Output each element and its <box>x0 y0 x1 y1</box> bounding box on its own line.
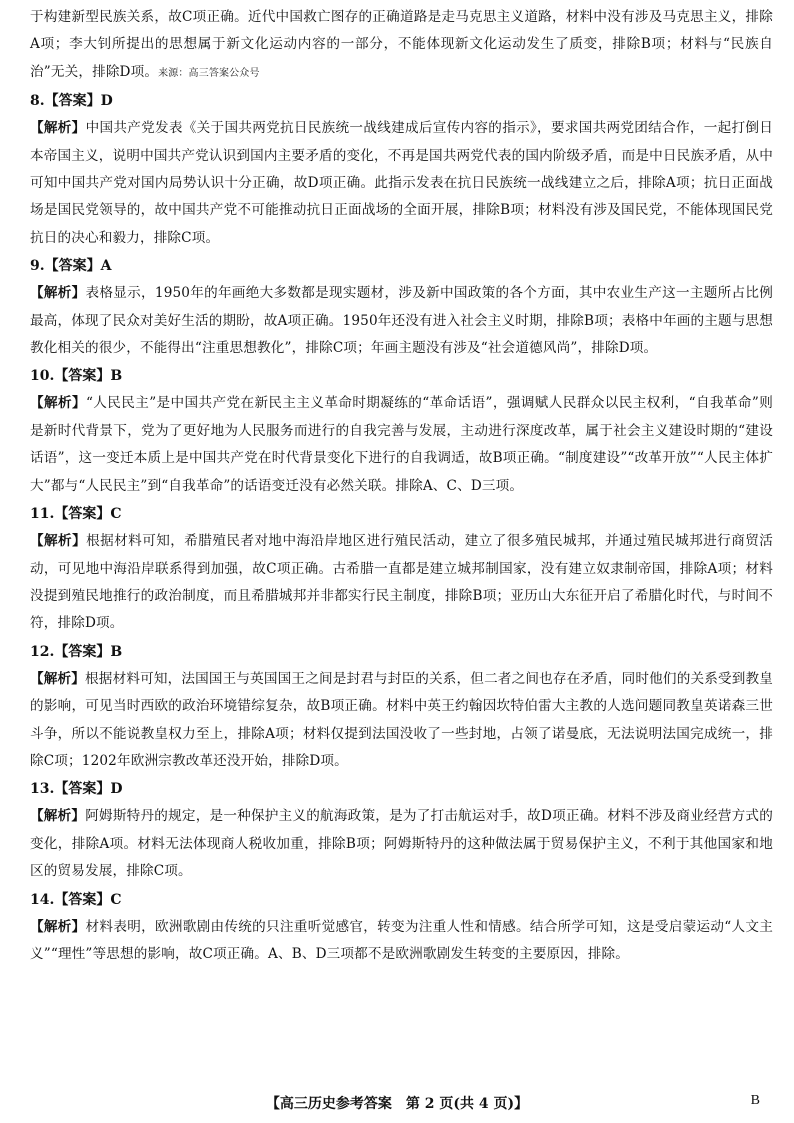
explanation <box>30 390 773 500</box>
answer-tag: 【答案】 <box>54 368 111 385</box>
explanation <box>30 666 773 776</box>
explanation <box>30 280 773 362</box>
item-13 <box>30 775 773 885</box>
question-number: 13. <box>30 781 55 798</box>
answer-letter: C <box>110 506 122 523</box>
answer-letter: B <box>110 368 123 385</box>
explanation-tag: 【解析】 <box>30 395 86 412</box>
explanation <box>30 803 773 885</box>
explanation <box>30 528 773 638</box>
version-mark: B <box>750 1093 760 1108</box>
answer-line <box>30 886 773 914</box>
explanation-tag: 【解析】 <box>30 533 87 550</box>
answer-tag: 【答案】 <box>54 781 111 798</box>
answer-line <box>30 500 773 528</box>
intro-text: 于构建新型民族关系，故C项正确。近代中国救亡图存的正确道路是走马克思主义道路，材料中没有涉及马克思主义，排除A项；李大钊所提出的思想属于新文化运动内容的一部分，不能体现新文化运动发生了质变，排除B项；材料与“民族自治”无关，排除D项。 <box>30 9 773 80</box>
intro-paragraph <box>30 4 773 87</box>
answer-letter: C <box>110 891 122 908</box>
item-14 <box>30 886 773 969</box>
question-number: 11. <box>30 506 55 523</box>
explanation-text: 中国共产党发表《关于国共两党抗日民族统一战线建成后宣传内容的指示》，要求国共两党团结合作，一起打倒日本帝国主义，说明中国共产党认识到国内主要矛盾的变化，不再是国共两党代表的国内阶级矛盾，而是中日民族矛盾，从中可知中国共产党对国内局势认识十分正确，故D项正确。此指示发表在抗日民族统一战线建立之后，排除A项；抗日正面战场是国民党领导的，故中国共产党不可能推动抗日正面战场的全面开展，排除B项；材料没有涉及国民党，不能体现国民党抗日的决心和毅力，排除C项。 <box>30 120 773 246</box>
answer-letter: B <box>110 643 123 660</box>
explanation <box>30 115 773 252</box>
question-number: 8. <box>30 93 45 110</box>
answer-tag: 【答案】 <box>54 506 111 523</box>
explanation-text: 材料表明，欧洲歌剧由传统的只注重听觉感官，转变为注重人性和情感。结合所学可知，这是受启蒙运动“人文主义”“理性”等思想的影响，故C项正确。A、B、D三项都不是欧洲歌剧发生转变的主要原因，排除。 <box>30 918 773 962</box>
answer-tag: 【答案】 <box>54 891 111 908</box>
answer-tag: 【答案】 <box>44 258 101 275</box>
explanation-text: 阿姆斯特丹的规定，是一种保护主义的航海政策，是为了打击航运对手，故D项正确。材料不涉及商业经营方式的变化，排除A项。材料无法体现商人税收加重，排除B项；阿姆斯特丹的这种做法属于贸易保护主义，不利于其他国家和地区的贸易发展，排除C项。 <box>30 808 773 880</box>
answer-letter: D <box>110 781 123 798</box>
question-number: 14. <box>30 891 55 908</box>
explanation-text: 根据材料可知，法国国王与英国国王之间是封君与封臣的关系，但二者之间也存在矛盾，同时他们的关系受到教皇的影响，可见当时西欧的政治环境错综复杂，故B项正确。材料中英王约翰因坎特伯雷大主教的人选问题同教皇英诺森三世斗争，所以不能说教皇权力至上，排除A项；材料仅提到法国没收了一些封地，占领了诺曼底，无法说明法国完成统一，排除C项；1202年欧洲宗教改革还没开始，排除D项。 <box>30 670 773 769</box>
item-12 <box>30 638 773 776</box>
page-footer <box>0 1093 794 1117</box>
explanation-text: 根据材料可知，希腊殖民者对地中海沿岸地区进行殖民活动，建立了很多殖民城邦，并通过殖民城邦进行商贸活动，可见地中海沿岸联系得到加强，故C项正确。古希腊一直都是建立城邦制国家，没有建立奴隶制帝国，排除A项；材料没提到殖民地推行的政治制度，而且希腊城邦并非都实行民主制度，排除B项；亚历山大东征开启了希腊化时代，与时间不符，排除D项。 <box>30 533 773 632</box>
explanation-tag: 【解析】 <box>30 670 86 687</box>
question-number: 9. <box>30 258 45 275</box>
answer-letter: A <box>100 258 112 275</box>
item-8 <box>30 87 773 252</box>
answer-tag: 【答案】 <box>54 643 111 660</box>
explanation <box>30 914 773 969</box>
item-9 <box>30 252 773 362</box>
explanation-tag: 【解析】 <box>30 918 86 935</box>
footer-title: 【高三历史参考答案 第 2 页(共 4 页)】 <box>265 1096 529 1112</box>
question-number: 12. <box>30 643 55 660</box>
item-11 <box>30 500 773 638</box>
answer-tag: 【答案】 <box>44 93 101 110</box>
explanation-tag: 【解析】 <box>30 808 86 825</box>
explanation-text: 表格显示，1950年的年画绝大多数都是现实题材，涉及新中国政策的各个方面，其中农业生产这一主题所占比例最高，体现了民众对美好生活的期盼，故A项正确。1950年还没有进入社会主义时期，排除B项；表格中年画的主题与思想教化相关的很少，不能得出“注重思想教化”，排除C项；年画主题没有涉及“社会道德风尚”，排除D项。 <box>30 285 773 357</box>
answer-line <box>30 775 773 803</box>
answer-letter: D <box>100 93 113 110</box>
answer-line <box>30 362 773 390</box>
question-number: 10. <box>30 368 55 385</box>
explanation-tag: 【解析】 <box>30 120 86 137</box>
source-note: 来源：高三答案公众号 <box>158 67 260 79</box>
page-content <box>30 4 773 968</box>
answer-line <box>30 252 773 280</box>
answer-line <box>30 87 773 115</box>
explanation-tag: 【解析】 <box>30 285 86 302</box>
explanation-text: “人民民主”是中国共产党在新民主主义革命时期凝练的“革命话语”，强调赋人民群众以民主权利，“自我革命”则是新时代背景下，党为了更好地为人民服务而进行的自我完善与发展，主动进行深度改革，属于社会主义建设时期的“建设话语”，这一变迁本质上是中国共产党在时代背景变化下进行的自我调适，故B项正确。“制度建设”“改革开放”“人民主体扩大”都与“人民民主”到“自我革命”的话语变迁没有必然关联。排除A、C、D三项。 <box>30 395 773 494</box>
answer-line <box>30 638 773 666</box>
item-10 <box>30 362 773 500</box>
